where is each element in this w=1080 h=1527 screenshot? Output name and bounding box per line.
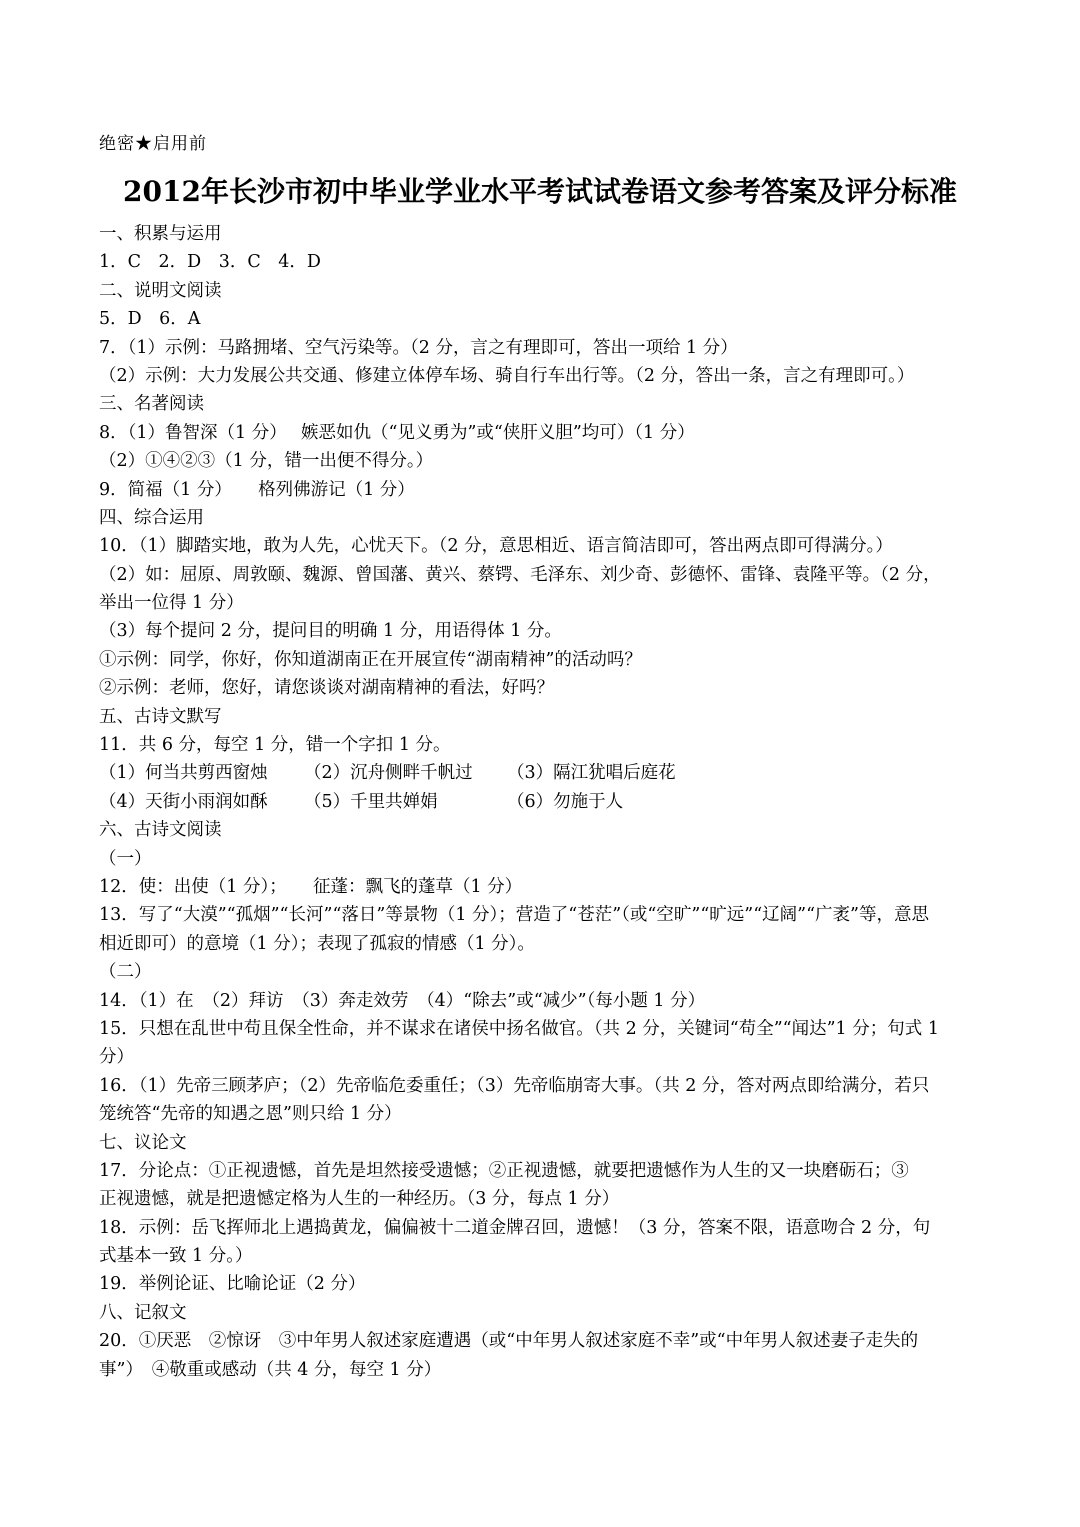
- section-heading: 三、名著阅读: [99, 394, 204, 415]
- poem-answer: （5）千里共婵娟: [304, 791, 438, 812]
- answer-line: 正视遗憾，就是把遗憾定格为人生的一种经历。（3 分，每点 1 分）: [99, 1189, 620, 1210]
- answer-line: 事”） ④敬重或感动（共 4 分，每空 1 分）: [99, 1359, 442, 1380]
- answer-line: （3）每个提问 2 分，提问目的明确 1 分，用语得体 1 分。: [99, 621, 562, 642]
- poem-answer: （1）何当共剪西窗烛: [99, 763, 268, 784]
- answer-line: 17．分论点：①正视遗憾，首先是坦然接受遗憾；②正视遗憾，就要把遗憾作为人生的又一块磨砺石；③: [99, 1160, 909, 1181]
- answer-line: ②示例：老师，您好，请您谈谈对湖南精神的看法，好吗？: [99, 678, 554, 699]
- page-title: 2012年长沙市初中毕业学业水平考试试卷语文参考答案及评分标准: [123, 175, 957, 208]
- section-heading: 五、古诗文默写: [99, 706, 222, 727]
- answer-line: （2）①④②③（1 分，错一出便不得分。）: [99, 451, 434, 472]
- confidential-mark: 绝密★启用前: [99, 134, 207, 154]
- answer-line: 10．（1）脚踏实地，敢为人先，心忧天下。（2 分，意思相近、语言简洁即可，答出两点即可得满分。）: [99, 536, 893, 557]
- answer-line: （2）示例：大力发展公共交通、修建立体停车场、骑自行车出行等。（2 分，答出一条，言之有理即可。）: [99, 365, 915, 386]
- answer-line: （2）如：屈原、周敦颐、魏源、曾国藩、黄兴、蔡锷、毛泽东、刘少奇、彭德怀、雷锋、袁隆平等。（2 分，: [99, 564, 941, 585]
- poem-answer: （6）勿施于人: [507, 791, 624, 812]
- answer-body: [99, 220, 983, 1384]
- poem-answer-row: [99, 759, 983, 787]
- answer-line: 1．C 2．D 3．C 4．D: [99, 252, 321, 273]
- poem-answer-row: [99, 788, 983, 816]
- answer-line: 举出一位得 1 分）: [99, 593, 244, 614]
- answer-line: 14．（1）在 （2）拜访 （3）奔走效劳 （4）“除去”或“减少”（每小题 1 分）: [99, 990, 706, 1011]
- section-heading: 四、综合运用: [99, 507, 204, 528]
- answer-line: 分）: [99, 1047, 134, 1068]
- section-heading: 八、记叙文: [99, 1302, 187, 1323]
- poem-answer: （2）沉舟侧畔千帆过: [304, 763, 473, 784]
- answer-line: 9．简福（1 分） 格列佛游记（1 分）: [99, 479, 415, 500]
- answer-line: 相近即可）的意境（1 分）；表现了孤寂的情感（1 分）。: [99, 933, 535, 954]
- answer-line: 式基本一致 1 分。）: [99, 1246, 253, 1267]
- section-heading: 一、积累与运用: [99, 224, 222, 244]
- subsection-heading: （一）: [99, 848, 152, 869]
- section-heading: 六、古诗文阅读: [99, 820, 222, 841]
- section-heading: 二、说明文阅读: [99, 280, 222, 301]
- answer-line: 15．只想在乱世中苟且保全性命，并不谋求在诸侯中扬名做官。（共 2 分，关键词“苟全”“闻达”1 分；句式 1: [99, 1018, 939, 1039]
- section-heading: 七、议论文: [99, 1132, 187, 1153]
- answer-line: 7．（1）示例：马路拥堵、空气污染等。（2 分，言之有理即可，答出一项给 1 分）: [99, 337, 738, 358]
- answer-line: 19．举例论证、比喻论证（2 分）: [99, 1274, 366, 1295]
- answer-line: 8．（1）鲁智深（1 分） 嫉恶如仇（“见义勇为”或“侠肝义胆”均可）（1 分）: [99, 422, 695, 443]
- poem-answer: （4）天街小雨润如酥: [99, 791, 268, 812]
- answer-line: ①示例：同学，你好，你知道湖南正在开展宣传“湖南精神”的活动吗？: [99, 649, 642, 670]
- answer-line: 20．①厌恶 ②惊讶 ③中年男人叙述家庭遭遇（或“中年男人叙述家庭不幸”或“中年男人叙述妻子走失的: [99, 1331, 919, 1352]
- answer-line: 笼统答“先帝的知遇之恩”则只给 1 分）: [99, 1104, 402, 1125]
- answer-line: 11．共 6 分，每空 1 分，错一个字扣 1 分。: [99, 735, 451, 756]
- answer-line: 13．写了“大漠”“孤烟”“长河”“落日”等景物（1 分）；营造了“苍茫”（或“空旷”“旷远”“辽阔”“广袤”等，意思: [99, 905, 929, 926]
- answer-line: 16．（1）先帝三顾茅庐；（2）先帝临危委重任；（3）先帝临崩寄大事。（共 2 分，答对两点即给满分，若只: [99, 1075, 930, 1096]
- answer-line: 5．D 6．A: [99, 309, 201, 330]
- answer-line: 18．示例：岳飞挥师北上遇捣黄龙，偏偏被十二道金牌召回，遗憾！（3 分，答案不限，语意吻合 2 分，句: [99, 1217, 931, 1238]
- subsection-heading: （二）: [99, 962, 152, 983]
- poem-answer: （3）隔江犹唱后庭花: [507, 763, 676, 784]
- answer-line: 12．使：出使（1 分）； 征蓬：飘飞的蓬草（1 分）: [99, 876, 523, 897]
